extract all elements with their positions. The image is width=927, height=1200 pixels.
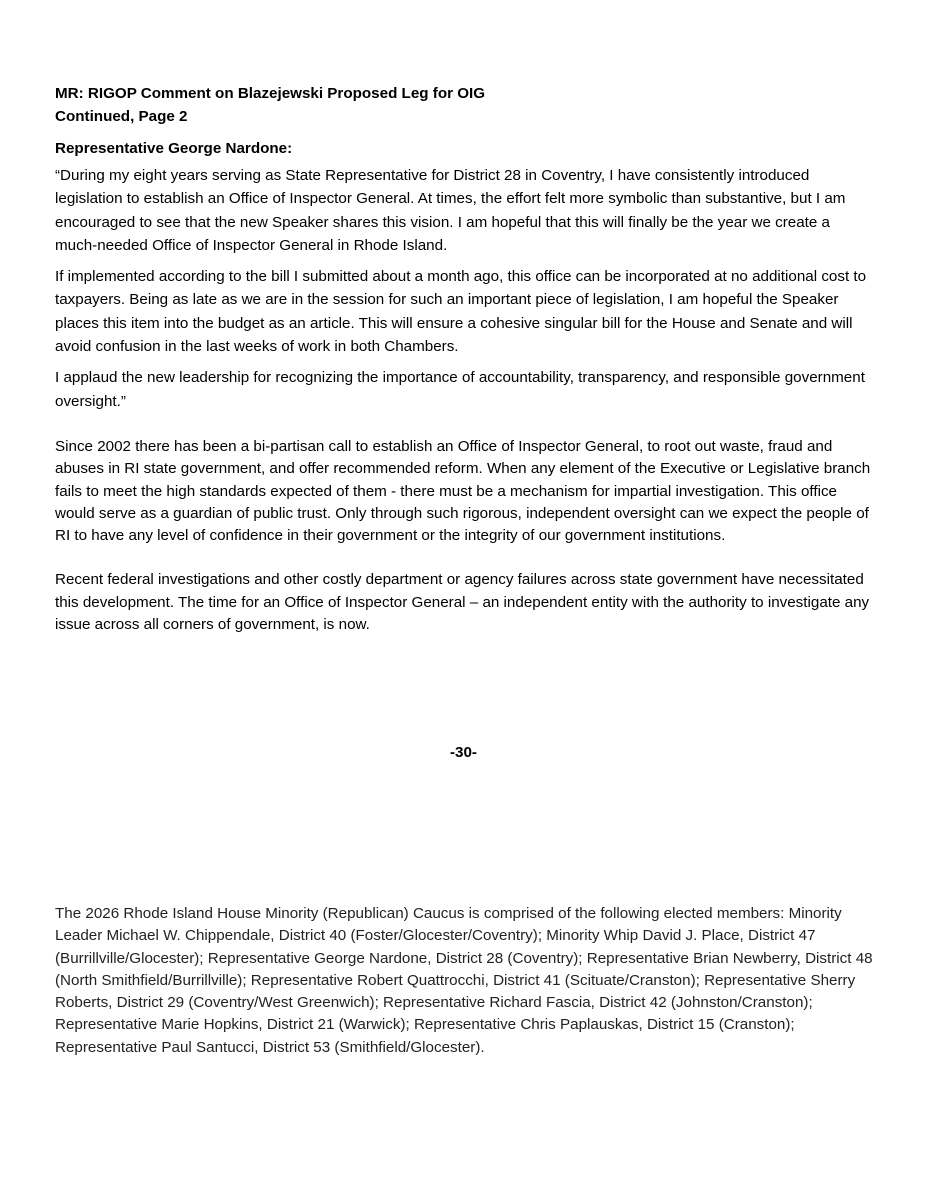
quote-paragraph: “During my eight years serving as State Representative for District 28 in Coventry, I have consistently introduced legislation to establish an Office of Inspector General. At times, the effort felt more symbolic than substantive, but I am encouraged to see that the new Speaker shares this vision. I am hopeful that this will finally be the year we create a much-needed Office of Inspector General in Rhode Island.	[55, 167, 846, 254]
body-text	[55, 436, 875, 636]
caucus-members-footer: The 2026 Rhode Island House Minority (Republican) Caucus is comprised of the following elected members: Minority Leader Michael W. Chippendale, District 40 (Foster/Glocester/Coventry); Minority Whip David J. Place, District 47 (Burrillville/Glocester); Representative George Nardone, District 28 (Coventry); Representative Brian Newberry, District 48 (North Smithfield/Burrillville); Representative Robert Quattrocchi, District 41 (Scituate/Cranston); Representative Sherry Roberts, District 29 (Coventry/West Greenwich); Representative Richard Fascia, District 42 (Johnston/Cranston); Representative Marie Hopkins, District 21 (Warwick); Representative Chris Paplauskas, District 15 (Cranston); Representative Paul Santucci, District 53 (Smithfield/Glocester).	[55, 905, 873, 1056]
document-title: MR: RIGOP Comment on Blazejewski Proposed Leg for OIG	[55, 85, 486, 102]
quote-paragraph: If implemented according to the bill I submitted about a month ago, this office can be incorporated at no additional cost to taxpayers. Being as late as we are in the session for such an important piece of legislation, I am hopeful the Speaker places this item into the budget as an article. This will ensure a cohesive singular bill for the House and Senate and will avoid confusion in the last weeks of work in both Chambers.	[55, 268, 867, 356]
body-paragraph: Recent federal investigations and other costly department or agency failures across state government have necessitated this development. The time for an Office of Inspector General – an independent entity with the authority to investigate any issue across all corners of government, is now.	[55, 571, 870, 634]
quote-block	[55, 164, 875, 413]
body-paragraph: Since 2002 there has been a bi-partisan call to establish an Office of Inspector General, to root out waste, fraud and abuses in RI state government, and offer recommended reform. When any element of the Executive or Legislative branch fails to meet the high standards expected of them - there must be a mechanism for impartial investigation. This office would serve as a guardian of public trust. Only through such rigorous, independent oversight can we expect the people of RI to have any level of confidence in their government or the integrity of our government institutions.	[55, 437, 871, 545]
page-continuation: Continued, Page 2	[55, 108, 188, 125]
end-mark: -30-	[449, 744, 477, 761]
quote-paragraph: I applaud the new leadership for recognizing the importance of accountability, transparency, and responsible government oversight.”	[55, 369, 865, 410]
speaker-heading: Representative George Nardone:	[55, 140, 293, 157]
document-page	[55, 82, 875, 636]
